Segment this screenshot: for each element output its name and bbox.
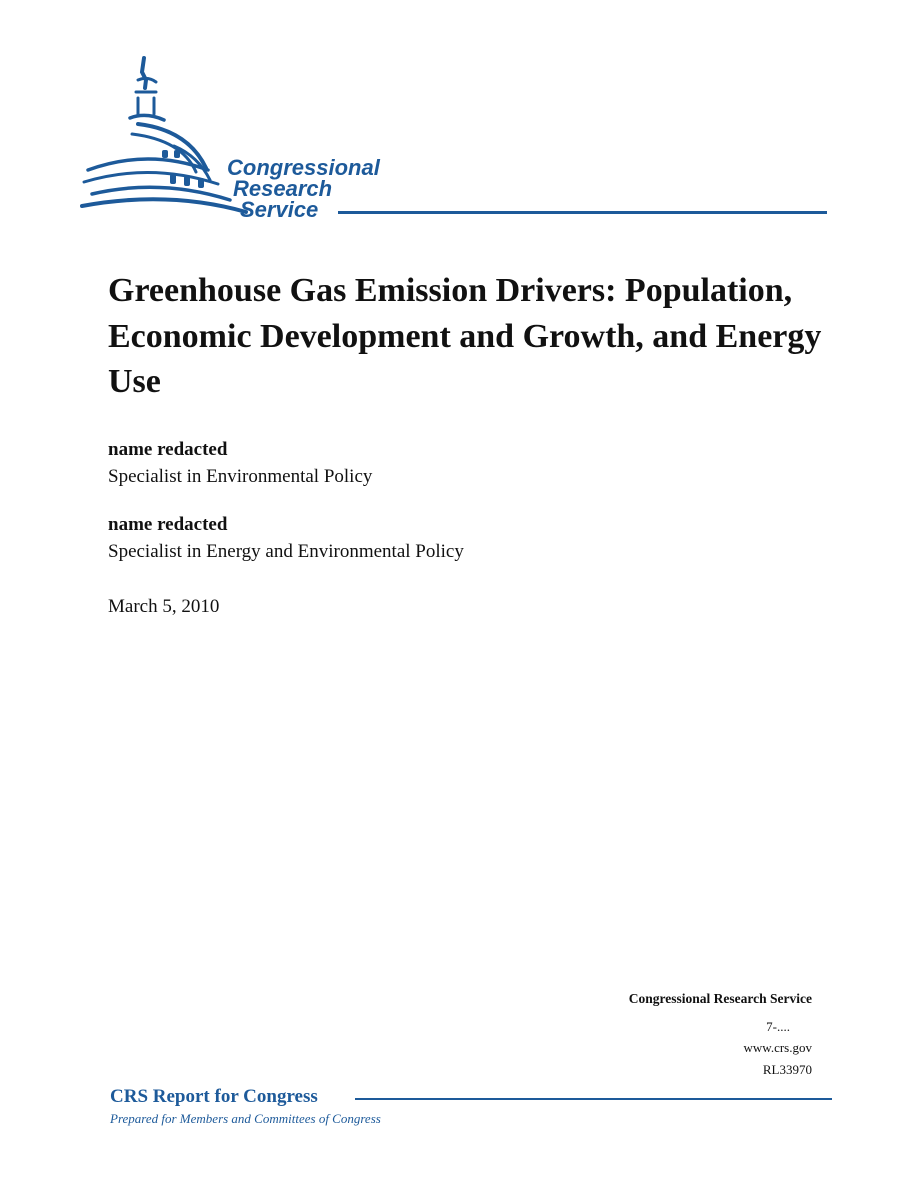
author-2: [108, 511, 464, 565]
author-role: Specialist in Energy and Environmental Policy: [108, 541, 464, 562]
logo-text-congressional: Congressional: [227, 155, 380, 180]
report-series-title: CRS Report for Congress: [110, 1086, 318, 1107]
author-role: Specialist in Environmental Policy: [108, 466, 373, 487]
crs-org-name: Congressional Research Service: [628, 991, 812, 1006]
document-title: Greenhouse Gas Emission Drivers: Population, Economic Development and Growth, and Energy Use: [108, 272, 822, 400]
crs-url-link[interactable]: www.crs.gov: [743, 1040, 812, 1055]
report-series-subtitle: Prepared for Members and Committees of Congress: [110, 1111, 381, 1126]
author-name: name redacted: [108, 514, 228, 535]
logo-text-research: Research: [233, 176, 333, 201]
report-rule: [355, 1098, 832, 1100]
report-date: March 5, 2010: [108, 596, 220, 617]
logo-text-service: Service: [240, 197, 319, 222]
report-id: RL33970: [762, 1062, 812, 1077]
crs-number: 7-....: [766, 1019, 790, 1034]
logo-rule: [338, 211, 827, 214]
author-1: [108, 436, 372, 490]
author-name: name redacted: [108, 439, 228, 460]
